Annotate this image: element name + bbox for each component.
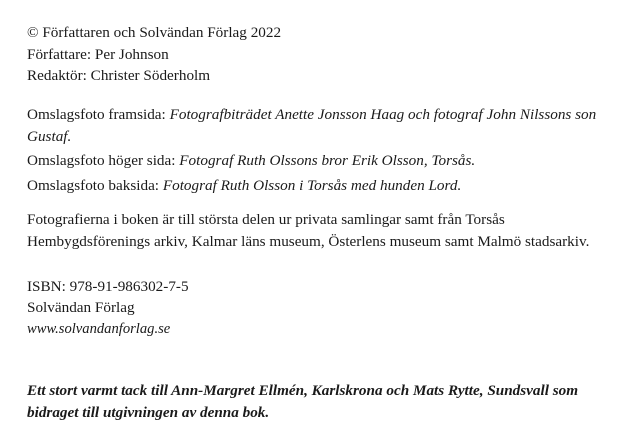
publication-block [27, 276, 607, 340]
photo-credits-block [27, 104, 607, 197]
cover-back-label: Omslagsfoto baksida: [27, 176, 160, 194]
spacer-before-isbn [27, 254, 607, 276]
cover-right-label: Omslagsfoto höger sida: [27, 152, 176, 170]
copyright-block [27, 22, 607, 87]
cover-front-value: Fotografbiträdet Anette Jonsson Haag och fotograf John Nilssons son Gustaf. [27, 105, 597, 146]
spacer-after-photos [27, 199, 607, 209]
cover-back-value: Fotograf Ruth Olsson i Torsås med hunden Lord. [162, 176, 462, 194]
spacer-after-credits [27, 87, 607, 104]
author-line: Författare: Per Johnson [27, 45, 169, 63]
isbn-line: ISBN: 978-91-986302-7-5 [27, 277, 189, 295]
publisher-line: Solvändan Förlag [27, 299, 135, 317]
cover-right-credit [27, 150, 607, 172]
spacer-before-thanks [27, 340, 607, 380]
cover-front-credit [27, 104, 607, 149]
cover-right-value: Fotograf Ruth Olssons bror Erik Olsson, Torsås. [179, 152, 476, 170]
acknowledgement-text: Ett stort varmt tack till Ann-Margret Ellmén, Karlskrona och Mats Rytte, Sundsvall som bidraget till utgivningen av denna bok. [27, 381, 579, 421]
cover-back-credit [27, 175, 607, 197]
copyright-line: © Författaren och Solvändan Förlag 2022 [27, 24, 282, 41]
cover-front-label: Omslagsfoto framsida: [27, 105, 166, 123]
publisher-website[interactable]: www.solvandanforlag.se [27, 320, 171, 337]
photo-archive-note: Fotografierna i boken är till största delen ur privata samlingar samt från Torsås Hembygdsförenings arkiv, Kalmar läns museum, Österlens museum samt Malmö stadsarkiv. [27, 211, 590, 251]
editor-line: Redaktör: Christer Söderholm [27, 67, 211, 85]
